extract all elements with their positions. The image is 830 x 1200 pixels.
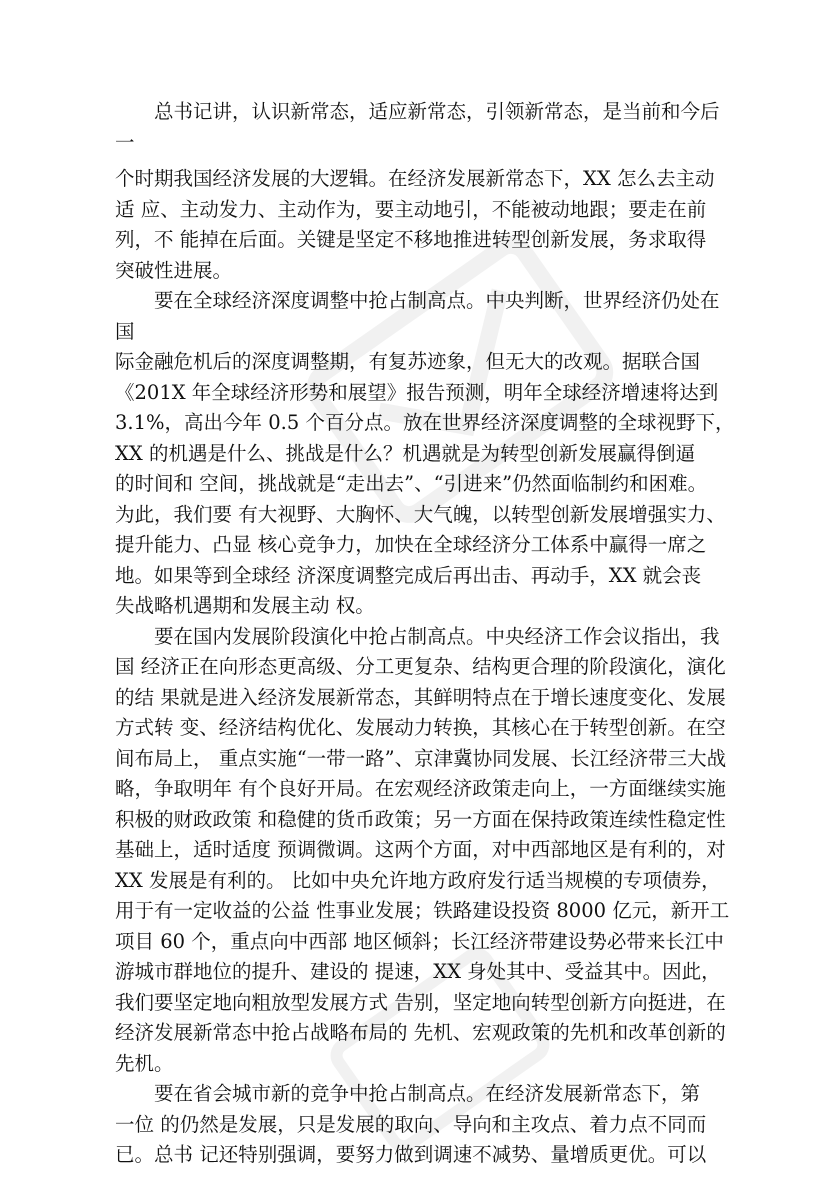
text-line: 3.1%，高出今年 0.5 个百分点。放在世界经济深度调整的全球视野下，	[115, 411, 735, 434]
text-line: 项目 60 个，重点向中西部 地区倾斜；长江经济带建设势必带来长江中	[115, 929, 724, 953]
text-line: 际金融危机后的深度调整期，有复苏迹象，但无大的改观。据联合国	[115, 350, 701, 373]
text-line: 间布局上， 重点实施“一带一路”、京津冀协同发展、长江经济带三大战	[115, 746, 727, 770]
text-line: 游城市群地位的提升、建设的 提速，XX 身处其中、受益其中。因此，	[115, 960, 721, 983]
text-line: 要在省会城市新的竞争中抢占制高点。在经济发展新常态下，第	[115, 1082, 701, 1105]
text-line: 国	[115, 319, 135, 343]
text-line: XX 的机遇是什么、挑战是什么？机遇就是为转型创新发展赢得倒逼	[115, 441, 695, 465]
text-line: 个时期我国经济发展的大逻辑。在经济发展新常态下，XX 怎么去主动	[115, 167, 715, 190]
text-line: 一	[115, 130, 135, 154]
text-line: 适 应、主动发力、主动作为，要主动地引，不能被动地跟；要走在前	[115, 197, 707, 221]
text-line: 经济发展新常态中抢占战略布局的 先机、宏观政策的先机和改革创新的	[115, 1021, 726, 1044]
text-line: 列，不 能掉在后面。关键是坚定不移地推进转型创新发展，务求取得	[115, 228, 707, 251]
text-line: 《201X 年全球经济形势和展望》报告预测，明年全球经济增速将达到	[115, 380, 719, 404]
text-line: 地。如果等到全球经 济深度调整完成后再出击、再动手，XX 就会丧	[115, 563, 702, 587]
text-line: 一位 的仍然是发展，只是发展的取向、导向和主攻点、着力点不同而	[115, 1112, 707, 1136]
paragraph-intro-a	[115, 97, 735, 158]
paragraph-global-a	[115, 286, 735, 347]
text-line: 国 经济正在向形态更高级、分工更复杂、结构更合理的阶段演化，演化	[115, 655, 726, 678]
text-line: 的时间和 空间，挑战就是“走出去”、“引进来”仍然面临制约和困难。	[115, 472, 708, 495]
text-line: 提升能力、凸显 核心竞争力，加快在全球经济分工体系中赢得一席之	[115, 533, 707, 556]
paragraph-global-b	[115, 347, 735, 622]
text-line: 略，争取明年 有个良好开局。在宏观经济政策走向上，一方面继续实施	[115, 777, 726, 800]
text-line: 用于有一定收益的公益 性事业发展；铁路建设投资 8000 亿元，新开工	[115, 899, 730, 922]
text-line: 要在国内发展阶段演化中抢占制高点。中央经济工作会议指出，我	[115, 624, 720, 648]
text-line: 先机。	[115, 1051, 174, 1075]
text-line: 失战略机遇期和发展主动 权。	[115, 594, 375, 617]
text-line: 突破性进展。	[115, 258, 233, 282]
text-line: 总书记讲，认识新常态，适应新常态，引领新常态，是当前和今后	[115, 100, 720, 123]
text-line: 我们要坚定地向粗放型发展方式 告别，坚定地向转型创新方向挺进，在	[115, 990, 726, 1014]
text-line: 已。总书 记还特别强调，要努力做到调速不减势、量增质更优。可以	[115, 1143, 707, 1166]
text-line: XX 发展是有利的。 比如中央允许地方政府发行适当规模的专项债券，	[115, 868, 721, 892]
text-line: 积极的财政政策 和稳健的货币政策；另一方面在保持政策连续性稳定性	[115, 807, 726, 831]
text-line: 方式转 变、经济结构优化、发展动力转换，其核心在于转型创新。在空	[115, 716, 726, 739]
text-line: 为此，我们要 有大视野、大胸怀、大气魄，以转型创新发展增强实力、	[115, 502, 726, 526]
text-line: 的结 果就是进入经济发展新常态，其鲜明特点在于增长速度变化、发展	[115, 685, 726, 709]
body-text	[115, 97, 735, 1171]
paragraph-provincial	[115, 1079, 735, 1171]
text-line: 基础上，适时适度 预调微调。这两个方面，对中西部地区是有利的，对	[115, 838, 726, 861]
text-line: 要在全球经济深度调整中抢占制高点。中央判断，世界经济仍处在	[115, 289, 720, 312]
paragraph-intro-b	[115, 164, 735, 286]
paragraph-domestic	[115, 622, 735, 1080]
